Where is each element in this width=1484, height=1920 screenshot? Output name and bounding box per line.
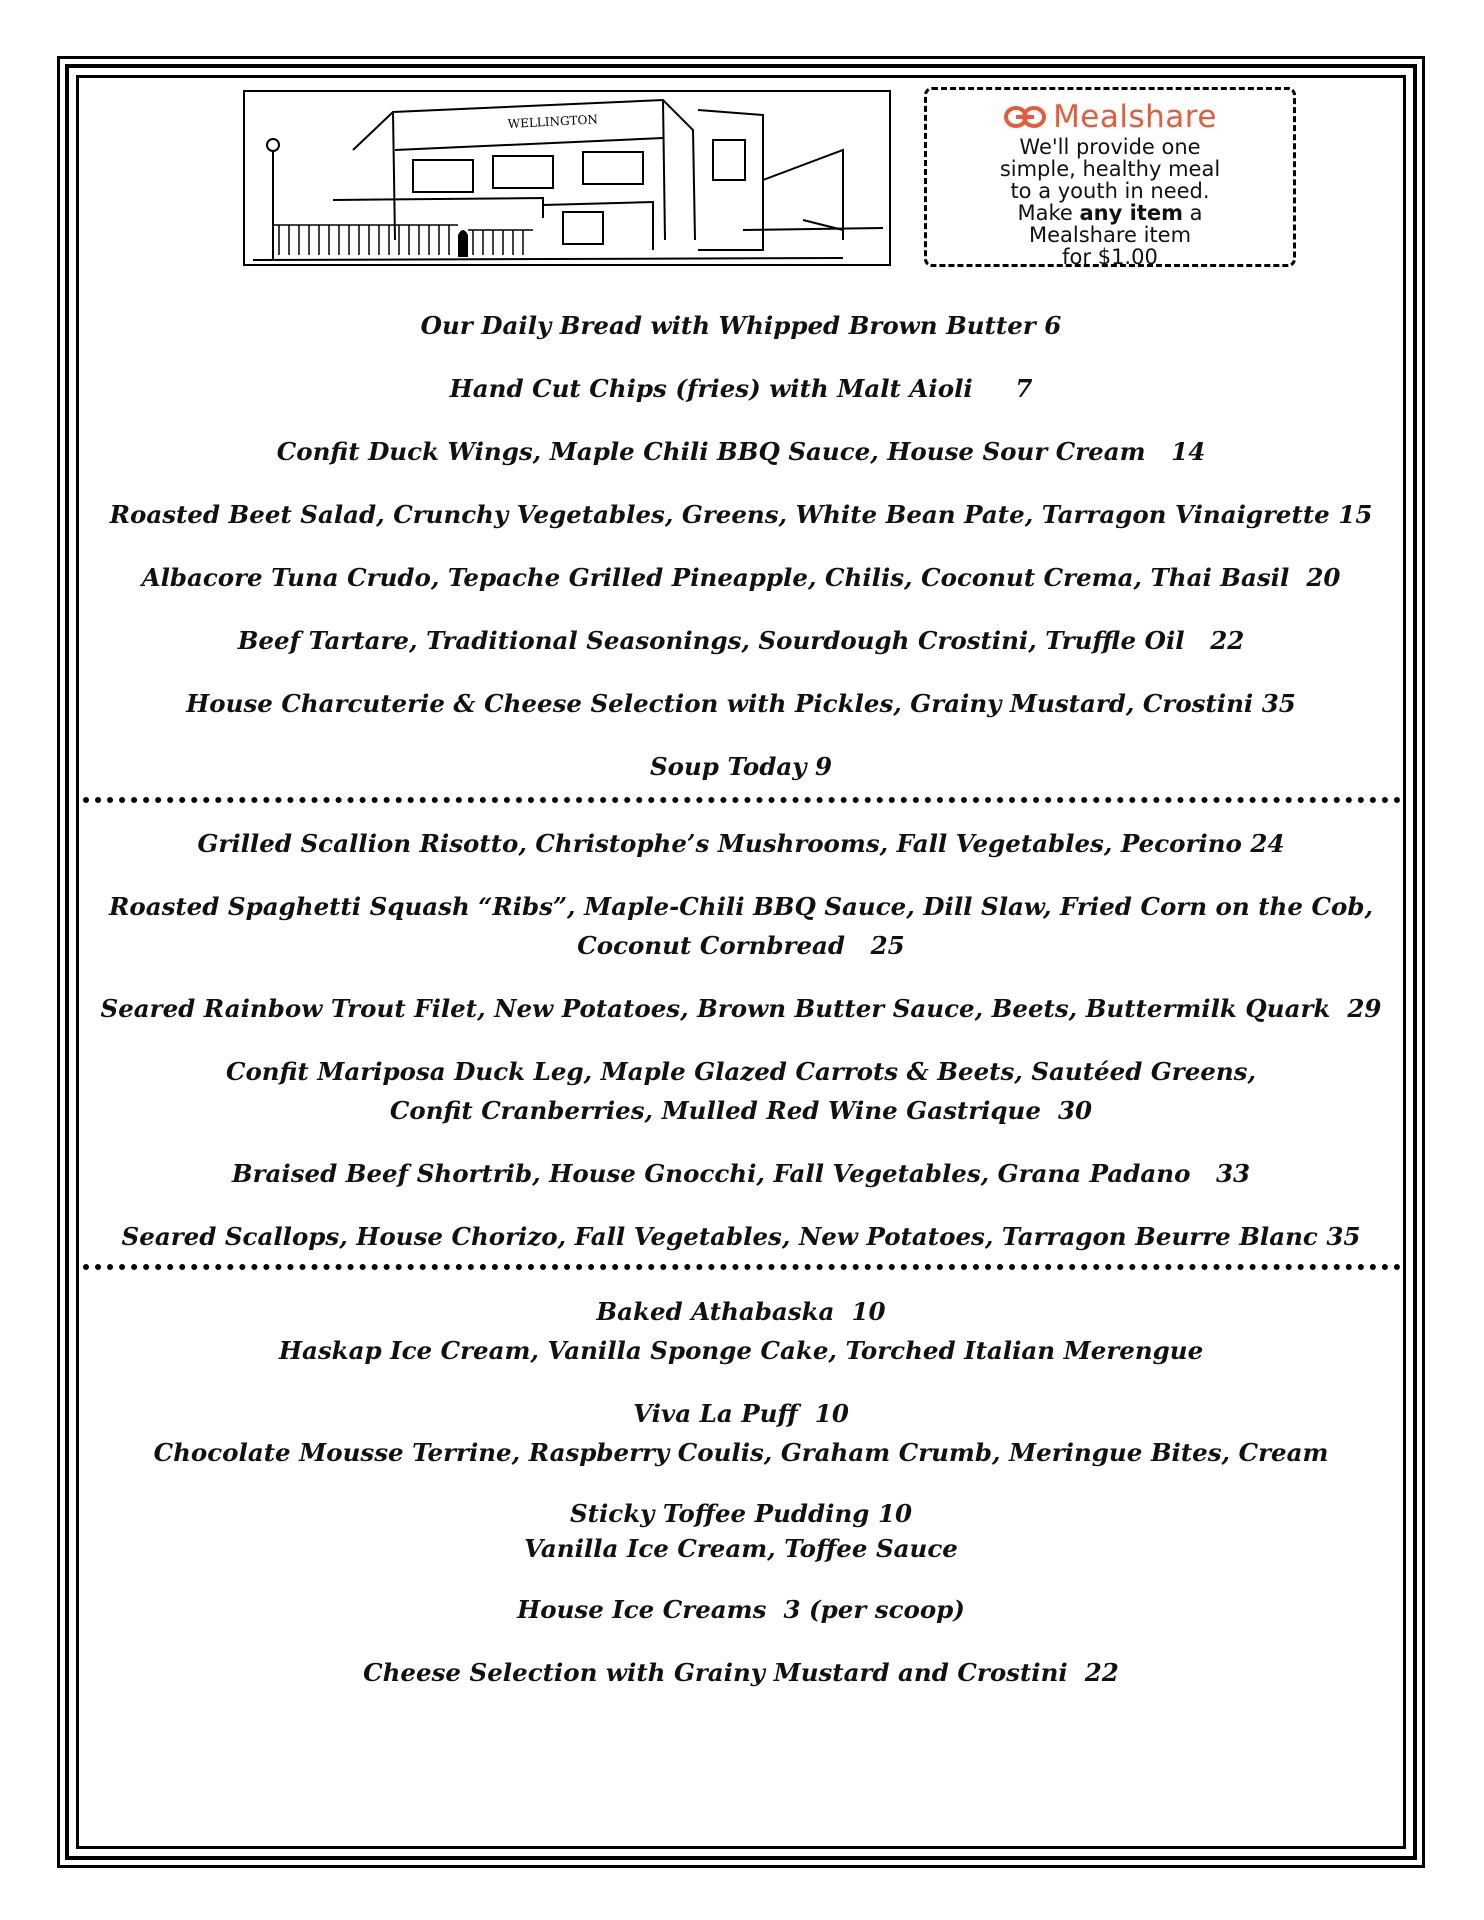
menu-item: Soup Today 9 bbox=[649, 752, 833, 781]
dessert-description: Haskap Ice Cream, Vanilla Sponge Cake, Torched Italian Merengue bbox=[278, 1336, 1204, 1365]
menu-item: Hand Cut Chips (fries) with Malt Aioli 7 bbox=[449, 374, 1033, 403]
menu-item: Roasted Spaghetti Squash “Ribs”, Maple-Chili BBQ Sauce, Dill Slaw, Fried Corn on the Cob, bbox=[109, 892, 1373, 921]
menu-item: Albacore Tuna Crudo, Tepache Grilled Pineapple, Chilis, Coconut Crema, Thai Basil 20 bbox=[141, 563, 1341, 592]
mains-section bbox=[96, 824, 1386, 1256]
menu-item: Confit Mariposa Duck Leg, Maple Glazed Carrots & Beets, Sautéed Greens, bbox=[225, 1057, 1257, 1086]
menu-item: Roasted Beet Salad, Crunchy Vegetables, Greens, White Bean Pate, Tarragon Vinaigrette 15 bbox=[109, 500, 1373, 529]
menu-item: House Ice Creams 3 (per scoop) bbox=[517, 1595, 965, 1624]
menu-item: House Charcuterie & Cheese Selection with Pickles, Grainy Mustard, Crostini 35 bbox=[186, 689, 1296, 718]
dessert-title: Sticky Toffee Pudding 10 bbox=[569, 1499, 913, 1528]
menu-item: Confit Duck Wings, Maple Chili BBQ Sauce, House Sour Cream 14 bbox=[276, 437, 1206, 466]
menu-item: Grilled Scallion Risotto, Christophe’s Mushrooms, Fall Vegetables, Pecorino 24 bbox=[197, 829, 1285, 858]
menu-item: Cheese Selection with Grainy Mustard and Crostini 22 bbox=[363, 1658, 1119, 1687]
dessert-description: Vanilla Ice Cream, Toffee Sauce bbox=[524, 1534, 958, 1563]
mealshare-line-2: simple, healthy meal bbox=[999, 157, 1221, 181]
restaurant-building-sketch bbox=[243, 90, 891, 266]
section-divider bbox=[83, 797, 1401, 803]
mealshare-line-5: Mealshare item bbox=[1028, 223, 1192, 247]
dessert-description: Chocolate Mousse Terrine, Raspberry Coulis, Graham Crumb, Meringue Bites, Cream bbox=[153, 1438, 1329, 1467]
menu-item: Coconut Cornbread 25 bbox=[577, 931, 905, 960]
mealshare-badge bbox=[924, 87, 1296, 267]
section-divider bbox=[83, 1264, 1401, 1270]
menu-item: Our Daily Bread with Whipped Brown Butter 6 bbox=[420, 311, 1062, 340]
mealshare-infinity-icon bbox=[1003, 104, 1047, 130]
mealshare-line-3: to a youth in need. bbox=[1010, 179, 1210, 203]
menu-item: Seared Scallops, House Chorizo, Fall Vegetables, New Potatoes, Tarragon Beurre Blanc 35 bbox=[121, 1222, 1361, 1251]
mealshare-brand: Mealshare bbox=[1053, 99, 1217, 135]
mealshare-line-6: for $1.00 bbox=[1062, 245, 1158, 269]
desserts-section bbox=[96, 1292, 1386, 1692]
sketch-sign: WELLINGTON bbox=[507, 112, 599, 131]
menu-item: Confit Cranberries, Mulled Red Wine Gastrique 30 bbox=[389, 1096, 1093, 1125]
menu-item: Braised Beef Shortrib, House Gnocchi, Fall Vegetables, Grana Padano 33 bbox=[231, 1159, 1251, 1188]
menu-item: Seared Rainbow Trout Filet, New Potatoes, Brown Butter Sauce, Beets, Buttermilk Quark 29 bbox=[100, 994, 1382, 1023]
mealshare-line-4: Make any item a bbox=[1017, 201, 1203, 225]
mealshare-line-1: We'll provide one bbox=[1019, 135, 1201, 159]
dessert-title: Baked Athabaska 10 bbox=[596, 1297, 886, 1326]
mealshare-logo bbox=[927, 98, 1293, 136]
menu-item: Beef Tartare, Traditional Seasonings, Sourdough Crostini, Truffle Oil 22 bbox=[237, 626, 1245, 655]
dessert-title: Viva La Puff 10 bbox=[633, 1399, 849, 1428]
starters-section bbox=[96, 306, 1386, 786]
